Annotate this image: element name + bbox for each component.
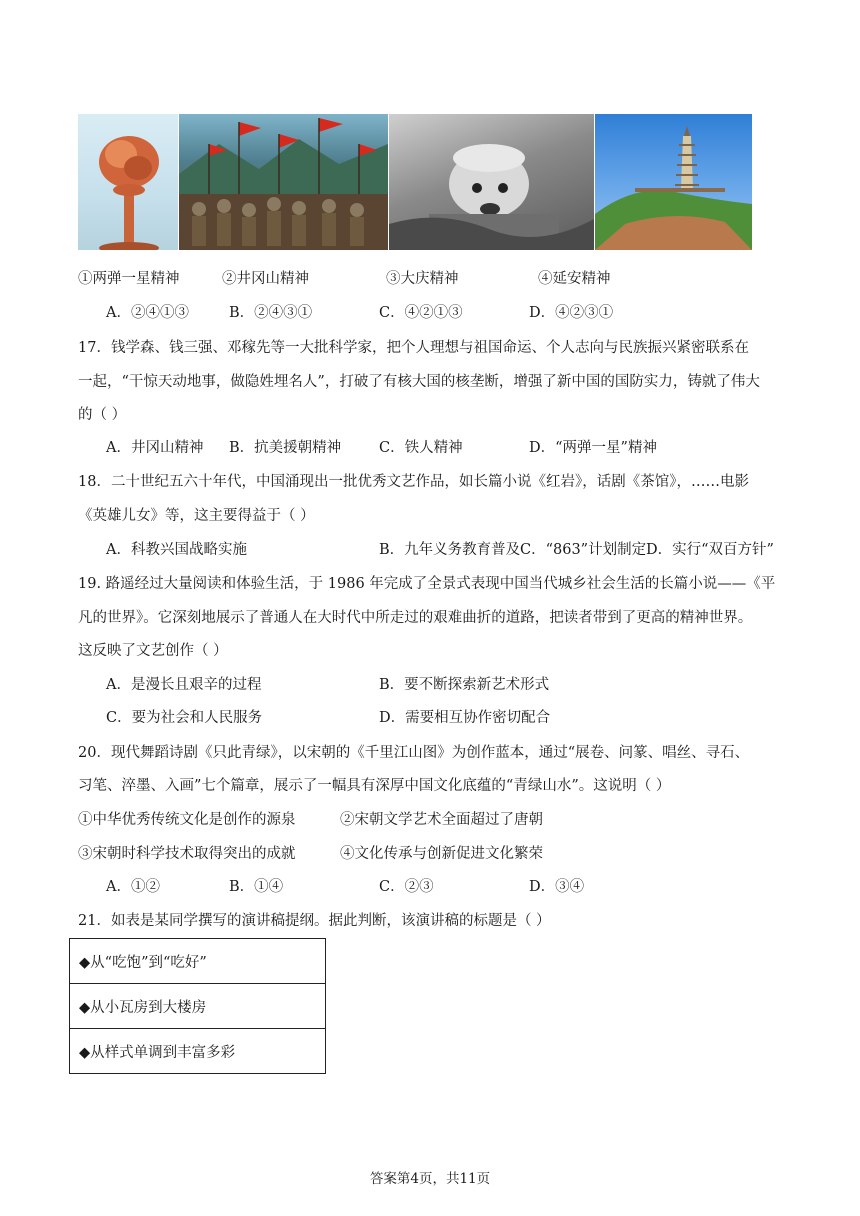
q18-line-2: 《英雄儿女》等，这主要得益于（ ） xyxy=(78,508,315,524)
q19-option-b: B．要不断探索新艺术形式 xyxy=(379,677,550,693)
outline-row-1: ◆从“吃饱”到“吃好” xyxy=(70,939,326,984)
q17-option-d: D．“两弹一星”精神 xyxy=(529,440,657,456)
q20-statement-1: ①中华优秀传统文化是创作的源泉 xyxy=(78,812,296,828)
q20-option-b: B．①④ xyxy=(229,879,284,895)
q16-option-a: A．②④①③ xyxy=(106,305,189,321)
q17-option-b: B．抗美援朝精神 xyxy=(229,440,342,456)
q19-line-1: 19. 路遥经过大量阅读和体验生活，于 1986 年完成了全景式表现中国当代城乡社会生活的长篇小说——《平 xyxy=(78,576,776,592)
q19-line-3: 这反映了文艺创作（ ） xyxy=(78,643,228,659)
page-footer: 答案第4页，共11页 xyxy=(369,1171,491,1187)
q19-option-c: C．要为社会和人民服务 xyxy=(106,710,263,726)
q20-option-a: A．①② xyxy=(106,879,160,895)
yanan-pagoda-photo xyxy=(595,114,752,250)
q17-line-3: 的（ ） xyxy=(78,407,127,423)
q19-option-d: D．需要相互协作密切配合 xyxy=(379,710,551,726)
q17-line-2: 一起，“干惊天动地事，做隐姓埋名人”，打破了有核大国的核垄断，增强了新中国的国防实力，铸就了伟大 xyxy=(78,374,760,390)
q18-option-c: C．“863”计划制定 xyxy=(520,542,647,558)
outline-row-2: ◆从小瓦房到大楼房 xyxy=(70,984,326,1029)
outline-row-3: ◆从样式单调到丰富多彩 xyxy=(70,1029,326,1074)
q20-line-1: 20．现代舞蹈诗剧《只此青绿》，以宋朝的《千里江山图》为创作蓝本，通过“展卷、问篆、唱丝、寻石、 xyxy=(78,745,750,761)
q20-line-2: 习笔、淬墨、入画”七个篇章，展示了一幅具有深厚中国文化底蕴的“青绿山水”。这说明（ ） xyxy=(78,778,671,794)
caption-3: ③大庆精神 xyxy=(386,271,459,287)
q17-line-1: 17．钱学森、钱三强、邓稼先等一大批科学家，把个人理想与祖国命运、个人志向与民族振兴紧密联系在 xyxy=(78,340,749,356)
mushroom-cloud-photo xyxy=(78,114,178,250)
speech-outline-table xyxy=(69,938,326,1074)
jinggangshan-painting xyxy=(179,114,388,250)
q16-option-c: C．④②①③ xyxy=(379,305,463,321)
q16-option-b: B．②④③① xyxy=(229,305,313,321)
q19-option-a: A．是漫长且艰辛的过程 xyxy=(106,677,262,693)
q18-option-a: A．科教兴国战略实施 xyxy=(106,542,247,558)
q21-line: 21．如表是某同学撰写的演讲稿提纲。据此判断，该演讲稿的标题是（ ） xyxy=(78,913,551,929)
q16-option-d: D．④②③① xyxy=(529,305,614,321)
q20-option-d: D．③④ xyxy=(529,879,585,895)
caption-2: ②井冈山精神 xyxy=(222,271,309,287)
q20-statement-3: ③宋朝时科学技术取得突出的成就 xyxy=(78,846,296,862)
caption-4: ④延安精神 xyxy=(538,271,611,287)
q17-option-a: A．井冈山精神 xyxy=(106,440,204,456)
q18-option-d: D．实行“双百方针” xyxy=(646,542,774,558)
daqing-worker-photo xyxy=(389,114,594,250)
q20-statement-2: ②宋朝文学艺术全面超过了唐朝 xyxy=(340,812,543,828)
q18-line-1: 18．二十世纪五六十年代，中国涌现出一批优秀文艺作品，如长篇小说《红岩》，话剧《茶馆》，……电影 xyxy=(78,474,749,490)
q19-line-2: 凡的世界》。它深刻地展示了普通人在大时代中所走过的艰难曲折的道路，把读者带到了更高的精神世界。 xyxy=(78,610,753,626)
q20-statement-4: ④文化传承与创新促进文化繁荣 xyxy=(340,846,543,862)
q18-option-b: B．九年义务教育普及 xyxy=(379,542,521,558)
q20-option-c: C．②③ xyxy=(379,879,434,895)
q17-option-c: C．铁人精神 xyxy=(379,440,463,456)
caption-1: ①两弹一星精神 xyxy=(78,271,180,287)
